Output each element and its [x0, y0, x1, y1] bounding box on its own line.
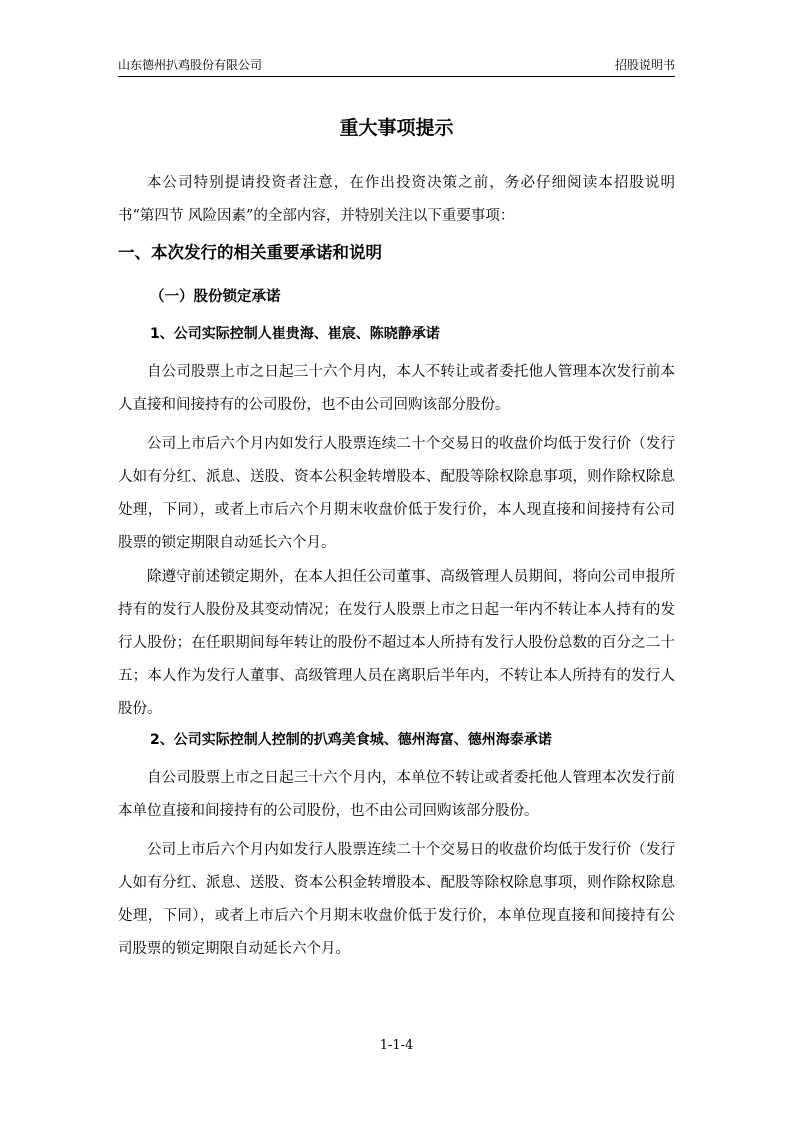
body-paragraph: 自公司股票上市之日起三十六个月内，本单位不转让或者委托他人管理本次发行前本单位直接和间接持有的公司股份，也不由公司回购该部分股份。	[118, 770, 675, 819]
subsection-heading-share-lock: （一）股份锁定承诺	[150, 289, 281, 305]
section-heading-1: 一、本次发行的相关重要承诺和说明	[118, 243, 382, 262]
item-heading-controlled-entities-commitment: 2、公司实际控制人控制的扒鸡美食城、德州海富、德州海泰承诺	[150, 732, 552, 748]
body-paragraph: 自公司股票上市之日起三十六个月内，本人不转让或者委托他人管理本次发行前本人直接和间接持有的公司股份，也不由公司回购该部分股份。	[118, 364, 675, 413]
header-divider	[118, 76, 675, 77]
page-title: 重大事项提示	[339, 117, 454, 139]
intro-paragraph: 本公司特别提请投资者注意，在作出投资决策之前，务必仔细阅读本招股说明书“第四节 风险因素”的全部内容，并特别关注以下重要事项：	[118, 175, 675, 224]
item-heading-controller-commitment: 1、公司实际控制人崔贵海、崔宸、陈晓静承诺	[150, 326, 440, 342]
header-company-name: 山东德州扒鸡股份有限公司	[118, 58, 263, 72]
body-paragraph: 除遵守前述锁定期外，在本人担任公司董事、高级管理人员期间，将向公司申报所持有的发行人股份及其变动情况；在发行人股票上市之日起一年内不转让本人持有的发行人股份；在任职期间每年转让的股份不超过本人所持有发行人股份总数的百分之二十五；本人作为发行人董事、高级管理人员在离职后半年内，不转让本人所持有的发行人股份。	[118, 569, 675, 717]
header-document-type: 招股说明书	[614, 58, 675, 72]
body-paragraph: 公司上市后六个月内如发行人股票连续二十个交易日的收盘价均低于发行价（发行人如有分红、派息、送股、资本公积金转增股本、配股等除权除息事项，则作除权除息处理，下同），或者上市后六个月期末收盘价低于发行价，本单位现直接和间接持有公司股票的锁定期限自动延长六个月。	[118, 842, 675, 957]
page-header	[118, 55, 675, 75]
body-paragraph: 公司上市后六个月内如发行人股票连续二十个交易日的收盘价均低于发行价（发行人如有分红、派息、送股、资本公积金转增股本、配股等除权除息事项，则作除权除息处理，下同），或者上市后六个月期末收盘价低于发行价，本人现直接和间接持有公司股票的锁定期限自动延长六个月。	[118, 436, 675, 551]
page-number: 1-1-4	[379, 1038, 414, 1053]
